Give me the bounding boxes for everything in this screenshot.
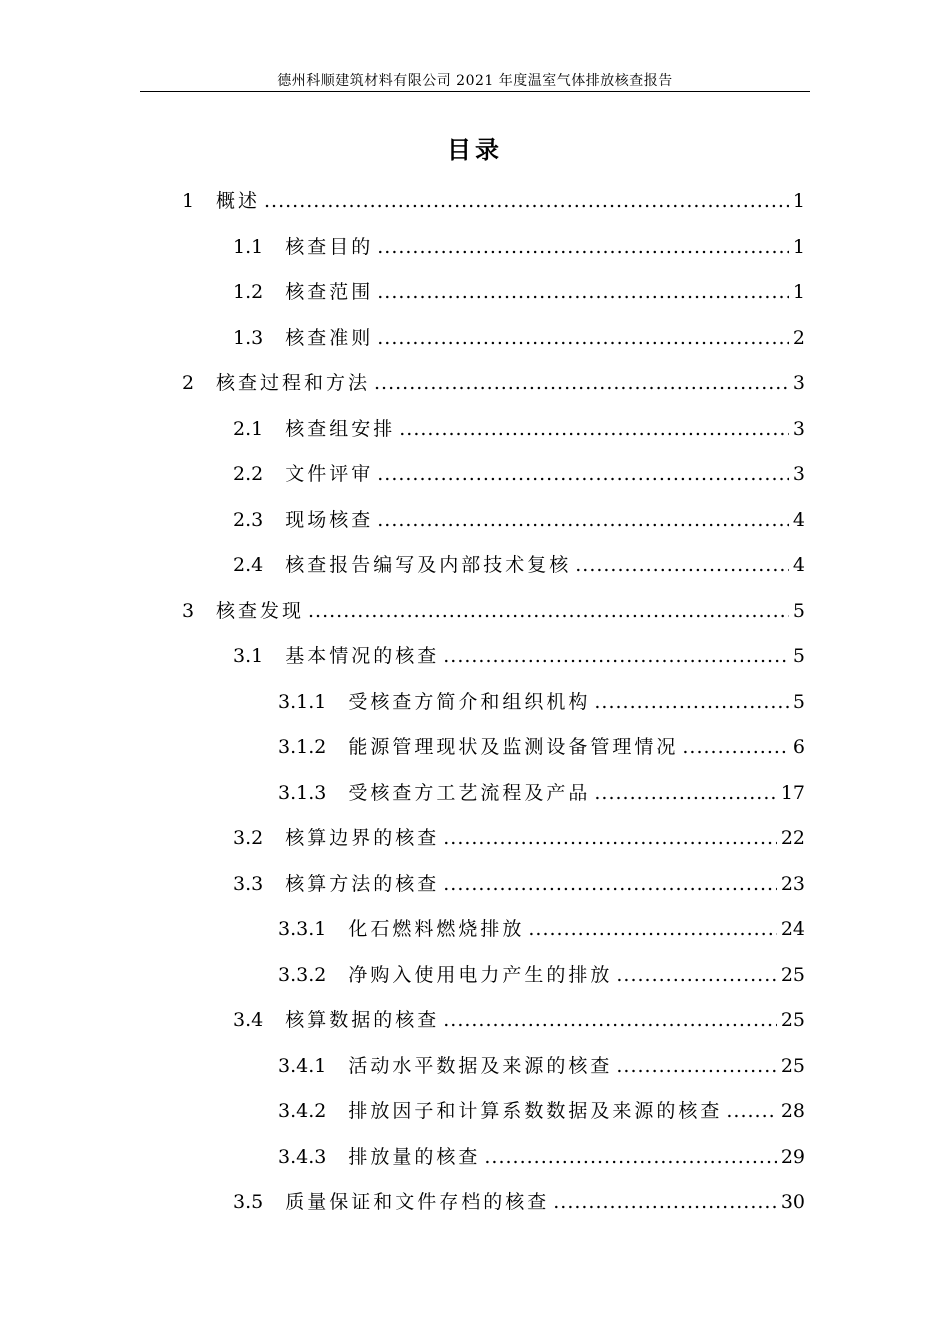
toc-entry-page: 4 <box>792 509 805 531</box>
toc-leader-dots <box>264 189 789 213</box>
toc-entry-number: 3.4.3 <box>278 1146 327 1168</box>
toc-entry-title: 核查报告编写及内部技术复核 <box>285 554 572 576</box>
toc-leader-dots <box>374 371 789 395</box>
toc-entry[interactable] <box>233 644 805 668</box>
toc-leader-dots <box>377 326 789 350</box>
page-header: 德州科顺建筑材料有限公司 2021 年度温室气体排放核查报告 <box>277 73 673 89</box>
toc-entry[interactable] <box>278 735 805 759</box>
toc-leader-dots <box>377 280 789 304</box>
toc-entry-title: 核查准则 <box>285 327 374 349</box>
toc-entry[interactable] <box>233 417 805 441</box>
toc-entry[interactable] <box>233 1190 805 1214</box>
toc-leader-dots <box>575 553 789 577</box>
toc-entry-page: 3 <box>792 463 805 485</box>
toc-entry-title: 文件评审 <box>285 463 374 485</box>
toc-entry-title: 核查组安排 <box>285 418 396 440</box>
toc-leader-dots <box>399 417 789 441</box>
toc-entry-number: 1 <box>182 190 195 212</box>
toc-entry-page: 24 <box>780 918 805 940</box>
toc-entry-page: 3 <box>792 372 805 394</box>
toc-entry[interactable] <box>182 189 805 213</box>
toc-entry[interactable] <box>278 1145 805 1169</box>
toc-entry-title: 排放量的核查 <box>348 1146 481 1168</box>
toc-entry-page: 2 <box>792 327 805 349</box>
toc-entry-title: 活动水平数据及来源的核查 <box>348 1055 613 1077</box>
toc-entry[interactable] <box>278 781 805 805</box>
toc-entry[interactable] <box>278 1099 805 1123</box>
toc-leader-dots <box>443 826 777 850</box>
toc-entry[interactable] <box>233 280 805 304</box>
toc-entry-title: 核查范围 <box>285 281 374 303</box>
toc-entry-title: 受核查方工艺流程及产品 <box>348 782 591 804</box>
toc-leader-dots <box>443 1008 777 1032</box>
toc-entry-title: 现场核查 <box>285 509 374 531</box>
toc-leader-dots <box>616 1054 776 1078</box>
toc-entry[interactable] <box>233 826 805 850</box>
toc-entry-title: 能源管理现状及监测设备管理情况 <box>348 736 679 758</box>
toc-entry-title: 核查发现 <box>216 600 305 622</box>
toc-entry-title: 受核查方简介和组织机构 <box>348 691 591 713</box>
toc-entry-number: 3.1.2 <box>278 736 327 758</box>
toc-entry-title: 化石燃料燃烧排放 <box>348 918 525 940</box>
toc-entry-number: 3.3.2 <box>278 964 327 986</box>
toc-entry[interactable] <box>233 326 805 350</box>
toc-entry[interactable] <box>278 963 805 987</box>
toc-entry-page: 3 <box>792 418 805 440</box>
toc-entry-number: 3 <box>182 600 195 622</box>
toc-entry-page: 25 <box>780 964 805 986</box>
toc-entry-page: 4 <box>792 554 805 576</box>
toc-entry-number: 1.2 <box>233 281 264 303</box>
toc-entry-page: 25 <box>780 1009 805 1031</box>
toc-entry[interactable] <box>233 872 805 896</box>
toc-entry[interactable] <box>233 235 805 259</box>
toc-entry-number: 3.1.1 <box>278 691 327 713</box>
toc-entry-title: 核查过程和方法 <box>216 372 371 394</box>
toc-leader-dots <box>682 735 789 759</box>
toc-entry-title: 核算边界的核查 <box>285 827 440 849</box>
toc-entry-page: 5 <box>792 600 805 622</box>
toc-entry-title: 净购入使用电力产生的排放 <box>348 964 613 986</box>
toc-leader-dots <box>377 235 789 259</box>
toc-entry-number: 2 <box>182 372 195 394</box>
toc-entry-number: 3.2 <box>233 827 264 849</box>
toc-entry[interactable] <box>233 1008 805 1032</box>
toc-entry-number: 3.3 <box>233 873 264 895</box>
toc-entry-page: 6 <box>792 736 805 758</box>
toc-entry-number: 1.1 <box>233 236 264 258</box>
toc-entry-page: 22 <box>780 827 805 849</box>
toc-entry-title: 质量保证和文件存档的核查 <box>285 1191 550 1213</box>
toc-entry-page: 28 <box>780 1100 805 1122</box>
toc-entry-number: 3.4 <box>233 1009 264 1031</box>
toc-title: 目录 <box>447 135 503 164</box>
toc-entry-number: 2.1 <box>233 418 264 440</box>
toc-leader-dots <box>616 963 776 987</box>
toc-entry-page: 30 <box>780 1191 805 1213</box>
toc-entry-title: 核算方法的核查 <box>285 873 440 895</box>
toc-entry-page: 23 <box>780 873 805 895</box>
toc-leader-dots <box>726 1099 776 1123</box>
toc-leader-dots <box>443 644 789 668</box>
toc-entry-number: 2.2 <box>233 463 264 485</box>
toc-entry-page: 1 <box>792 236 805 258</box>
toc-entry-page: 1 <box>792 281 805 303</box>
toc-leader-dots <box>594 690 789 714</box>
toc-leader-dots <box>553 1190 777 1214</box>
toc-entry[interactable] <box>278 690 805 714</box>
toc-entry-title: 基本情况的核查 <box>285 645 440 667</box>
toc-entry-number: 2.4 <box>233 554 264 576</box>
toc-entry-page: 25 <box>780 1055 805 1077</box>
toc-leader-dots <box>528 917 776 941</box>
toc-leader-dots <box>377 508 789 532</box>
toc-entry[interactable] <box>233 462 805 486</box>
toc-entry[interactable] <box>278 917 805 941</box>
toc-leader-dots <box>484 1145 776 1169</box>
toc-entry-number: 3.3.1 <box>278 918 327 940</box>
toc-entry-number: 2.3 <box>233 509 264 531</box>
toc-leader-dots <box>308 599 789 623</box>
toc-entry-number: 3.4.2 <box>278 1100 327 1122</box>
toc-entry-page: 17 <box>780 782 805 804</box>
toc-entry-number: 3.4.1 <box>278 1055 327 1077</box>
toc-entry-title: 概述 <box>216 190 261 212</box>
toc-entry[interactable] <box>233 508 805 532</box>
toc-entry-title: 核查目的 <box>285 236 374 258</box>
toc-entry-number: 3.5 <box>233 1191 264 1213</box>
toc-entry[interactable] <box>182 371 805 395</box>
toc-entry-page: 1 <box>792 190 805 212</box>
toc-entry-page: 5 <box>792 645 805 667</box>
toc-entry[interactable] <box>182 599 805 623</box>
toc-leader-dots <box>594 781 776 805</box>
toc-entry-number: 3.1 <box>233 645 264 667</box>
toc-entry-number: 3.1.3 <box>278 782 327 804</box>
toc-entry-page: 29 <box>780 1146 805 1168</box>
toc-leader-dots <box>377 462 789 486</box>
header-rule <box>140 91 810 92</box>
toc-entry[interactable] <box>233 553 805 577</box>
toc-entry-title: 核算数据的核查 <box>285 1009 440 1031</box>
toc-leader-dots <box>443 872 777 896</box>
toc-entry-title: 排放因子和计算系数数据及来源的核查 <box>348 1100 723 1122</box>
toc-entry-page: 5 <box>792 691 805 713</box>
toc-entry[interactable] <box>278 1054 805 1078</box>
toc-entry-number: 1.3 <box>233 327 264 349</box>
